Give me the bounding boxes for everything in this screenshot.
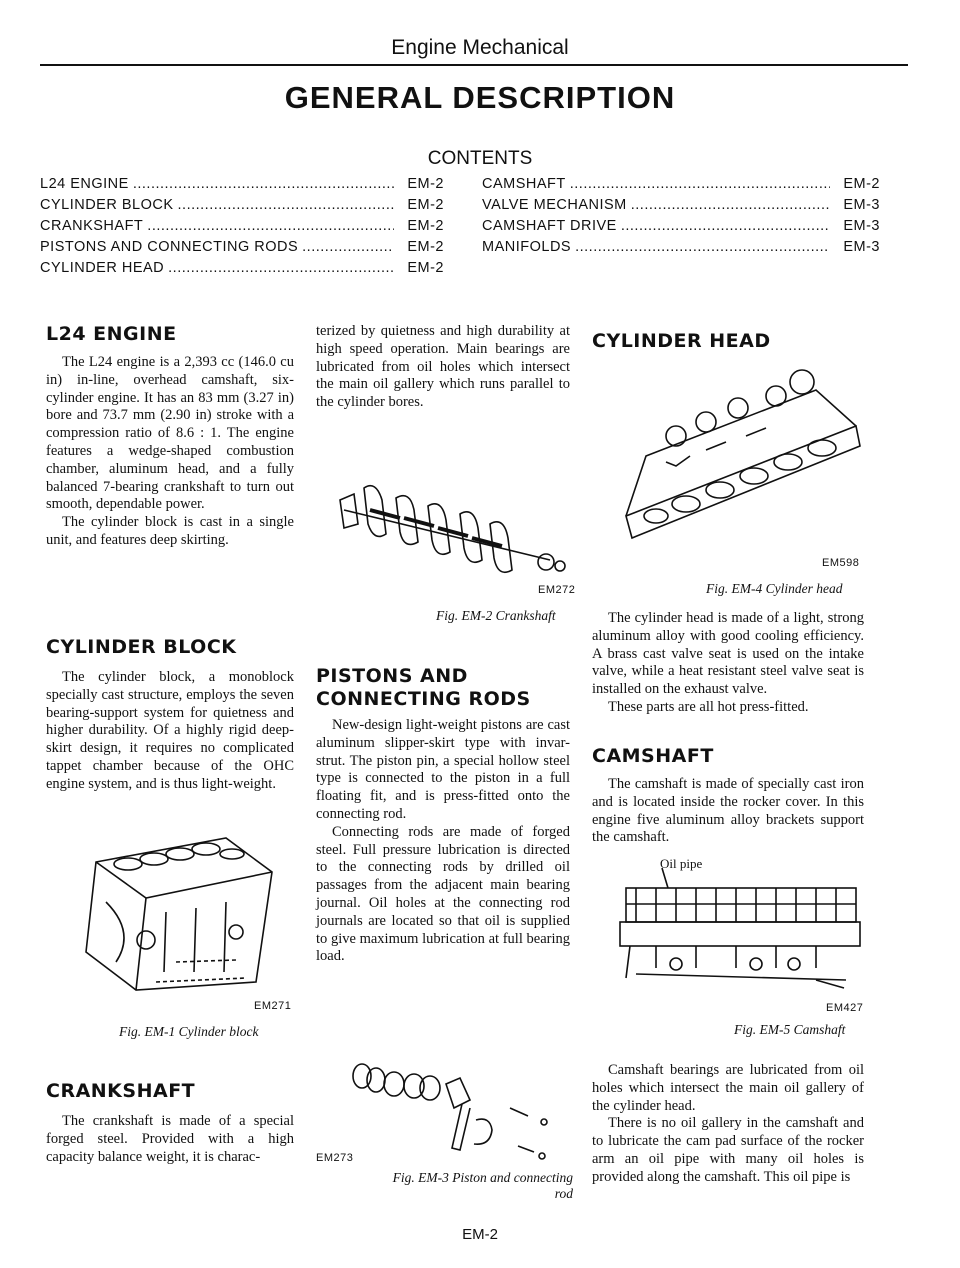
cylinder-head-illustration (616, 366, 866, 546)
crankshaft-text (46, 1113, 294, 1166)
figure-caption: Fig. EM-5 Camshaft (734, 1022, 846, 1037)
paragraph: The cylinder head is made of a light, strong aluminum alloy with good cooling efficiency. A brass cast valve seat is used on the intake valve, while a heat resistant steel valve seat is installed on the exhaust valve. (592, 610, 864, 698)
toc-entry[interactable] (482, 197, 880, 218)
oil-pipe-callout: Oil pipe (660, 856, 703, 871)
toc-page: EM-2 (407, 218, 444, 234)
toc-left (40, 176, 444, 281)
toc-page: EM-2 (407, 260, 444, 276)
toc-entry[interactable] (40, 197, 444, 218)
paragraph: These parts are all hot press-fitted. (608, 698, 809, 715)
pistons-text (316, 717, 570, 966)
crankshaft-illustration (340, 480, 570, 590)
caption-line: Fig. EM-3 Piston and connecting (392, 1170, 573, 1185)
figure-caption: Fig. EM-1 Cylinder block (119, 1024, 259, 1039)
paragraph: There is no oil gallery in the camshaft and to lubricate the cam pad surface of the rocker arm an oil pipe with many oil holes is provided along the camshaft. This oil pipe is (592, 1115, 864, 1185)
figure-code: EM598 (822, 557, 860, 569)
toc-label: VALVE MECHANISM (482, 197, 627, 213)
cylinder-block-text (46, 669, 294, 794)
toc-page: EM-2 (407, 176, 444, 192)
figure-caption (370, 1170, 573, 1202)
paragraph: Camshaft bearings are lubricated from oil holes which intersect the main oil gallery of the cylinder head. (592, 1062, 864, 1114)
toc-entry[interactable] (40, 218, 444, 239)
toc-label: CAMSHAFT DRIVE (482, 218, 617, 234)
toc-entry[interactable] (40, 176, 444, 197)
heading-cylinder-head: CYLINDER HEAD (592, 330, 771, 352)
toc-entry[interactable] (482, 218, 880, 239)
section-header: Engine Mechanical (391, 36, 569, 59)
toc-label: CAMSHAFT (482, 176, 566, 192)
toc-label: PISTONS AND CONNECTING RODS (40, 239, 299, 255)
cylinder-head-text (592, 610, 864, 717)
toc-entry[interactable] (40, 260, 444, 281)
heading-pistons (316, 665, 531, 711)
toc-entry[interactable] (482, 239, 880, 260)
toc-label: CYLINDER BLOCK (40, 197, 174, 213)
heading-camshaft: CAMSHAFT (592, 745, 714, 767)
toc-label: CYLINDER HEAD (40, 260, 165, 276)
figure-code: EM271 (254, 1000, 292, 1012)
contents-heading: CONTENTS (427, 148, 533, 169)
toc-page: EM-2 (407, 239, 444, 255)
camshaft-text-continued (592, 1062, 864, 1187)
camshaft-illustration (616, 868, 866, 1004)
cylinder-block-illustration (76, 832, 276, 992)
toc-page: EM-2 (843, 176, 880, 192)
paragraph: The cylinder block is cast in a single unit, and features deep skirting. (46, 514, 294, 548)
toc-page: EM-2 (407, 197, 444, 213)
paragraph: The L24 engine is a 2,393 cc (146.0 cu in) in-line, overhead camshaft, six-cylinder engine. It has an 83 mm (3.27 in) bore and 73.7 mm (2.90 in) stroke with a compression ratio of 8.6 : 1. The engine features a wedge-shaped combustion chamber, aluminum head, and a fully balanced 7-bearing crankshaft to turn out smooth, dependable power. (46, 354, 294, 513)
figure-code: EM273 (316, 1152, 354, 1164)
toc-page: EM-3 (843, 218, 880, 234)
crankshaft-text-continued (316, 323, 570, 412)
l24-engine-text (46, 354, 294, 550)
paragraph: The camshaft is made of specially cast iron and is located inside the rocker cover. In this engine five aluminum alloy brackets support the camshaft. (592, 776, 864, 846)
toc-entry[interactable] (482, 176, 880, 197)
toc-label: MANIFOLDS (482, 239, 572, 255)
paragraph: The cylinder block, a monoblock specially cast structure, employs the seven bearing-support system for quietness and higher durability. Of a highly rigid deep-skirt design, it requires no complicated tappet chamber because of the OHC engine system, and is thus light-weight. (46, 669, 294, 792)
toc-page: EM-3 (843, 197, 880, 213)
page-title: GENERAL DESCRIPTION (284, 80, 676, 115)
figure-code: EM272 (538, 584, 576, 596)
page-number: EM-2 (462, 1226, 498, 1243)
paragraph: terized by quietness and high durability at high speed operation. Main bearings are lubricated from oil holes which intersect the main oil gallery which runs parallel to the cylinder bores. (316, 323, 570, 411)
toc-entry[interactable] (40, 239, 444, 260)
heading-crankshaft: CRANKSHAFT (46, 1080, 196, 1102)
toc-label: L24 ENGINE (40, 176, 129, 192)
heading-line: CONNECTING RODS (316, 687, 531, 710)
figure-caption: Fig. EM-4 Cylinder head (706, 581, 843, 596)
paragraph: New-design light-weight pistons are cast aluminum slipper-skirt type with invar-strut. The piston pin, a special hollow steel type is connected to the piston in a full floating fit, and is press-fitted onto the connecting rod. (316, 717, 570, 822)
figure-code: EM427 (826, 1002, 864, 1014)
header-rule (40, 64, 908, 66)
toc-label: CRANKSHAFT (40, 218, 144, 234)
toc-right (482, 176, 880, 260)
paragraph: Connecting rods are made of forged steel. Full pressure lubrication is directed to the connecting rods by drilled oil passages from the adjacent main bearing journal. Oil holes at the connecting rod journals are located so that oil is supplied to give maximum lubrication at full bearing load. (316, 823, 570, 965)
piston-rod-illustration (350, 1060, 560, 1160)
toc-page: EM-3 (843, 239, 880, 255)
caption-line: rod (554, 1186, 573, 1201)
paragraph: The crankshaft is made of a special forged steel. Provided with a high capacity balance weight, it is charac- (46, 1113, 294, 1165)
heading-l24-engine: L24 ENGINE (46, 323, 177, 345)
heading-line: PISTONS AND (316, 665, 468, 687)
camshaft-text (592, 776, 864, 847)
figure-caption: Fig. EM-2 Crankshaft (436, 608, 556, 623)
heading-cylinder-block: CYLINDER BLOCK (46, 636, 237, 658)
